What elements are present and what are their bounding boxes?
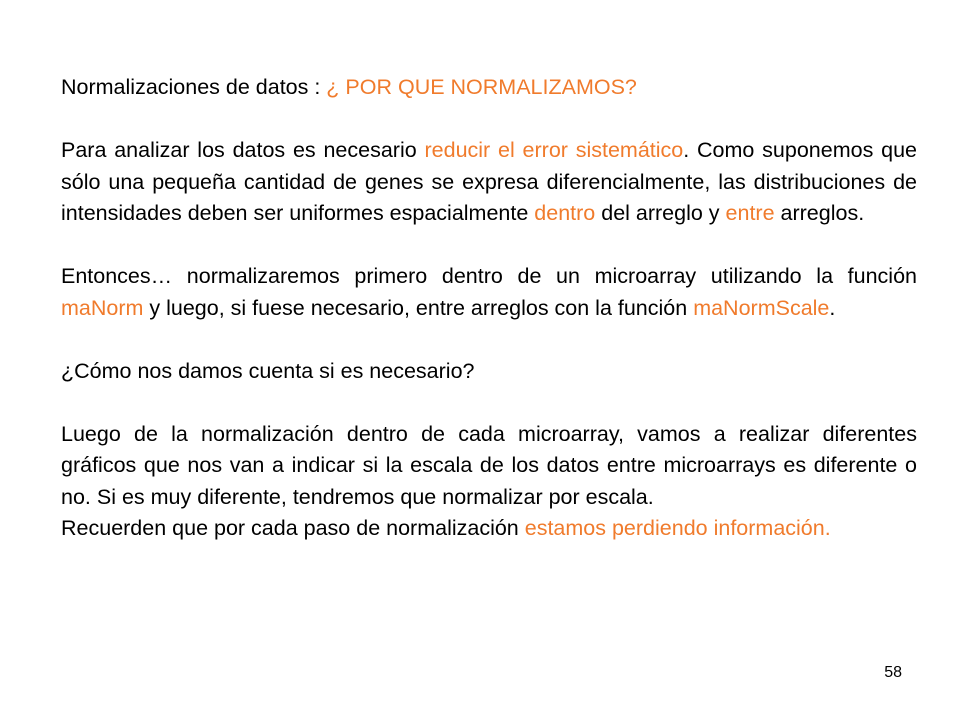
para4-text-1: Recuerden que por cada paso de normalización <box>61 516 525 540</box>
question-text: ¿Cómo nos damos cuenta si es necesario? <box>61 358 475 383</box>
para1-highlight-error: reducir el error sistemático <box>424 138 684 162</box>
paragraph-functions <box>61 261 917 324</box>
para1-text-2: . Como suponemos que sólo una pequeña cantidad de genes se expresa diferencialmente, las distribuciones de intensidades deben ser uniformes espacialmente <box>61 138 918 225</box>
para2-text-1: Entonces… normalizaremos primero dentro de un microarray utilizando la función <box>61 264 917 288</box>
para1-highlight-entre: entre <box>725 201 775 225</box>
title-highlight: ¿ POR QUE NORMALIZAMOS? <box>326 75 637 99</box>
paragraph-information-loss <box>61 513 917 545</box>
title-text: Normalizaciones de datos : <box>61 75 327 99</box>
spacer <box>61 387 917 419</box>
slide-content <box>61 72 917 545</box>
spacer <box>61 230 917 262</box>
para1-text-1: Para analizar los datos es necesario <box>61 138 425 162</box>
para2-text-3: . <box>829 295 836 320</box>
para1-text-3: del arreglo y <box>595 201 726 225</box>
spacer <box>61 324 917 356</box>
function-manormscale: maNormScale <box>693 295 830 320</box>
page-number: 58 <box>884 664 902 681</box>
paragraph-graphics: Luego de la normalización dentro de cada microarray, vamos a realizar diferentes gráficos que nos van a indicar si la escala de los datos entre microarrays es diferente o no. Si es muy diferente, tendremos que normalizar por escala. <box>61 421 917 509</box>
para4-highlight: estamos perdiendo información. <box>524 516 831 540</box>
slide-title <box>61 72 917 104</box>
spacer <box>61 104 917 136</box>
para1-highlight-dentro: dentro <box>534 201 596 225</box>
paragraph-sistematic-error <box>61 135 917 230</box>
function-manorm: maNorm <box>61 295 144 320</box>
para2-text-2: y luego, si fuese necesario, entre arreglos con la función <box>143 295 694 320</box>
para1-text-4: arreglos. <box>774 201 865 225</box>
